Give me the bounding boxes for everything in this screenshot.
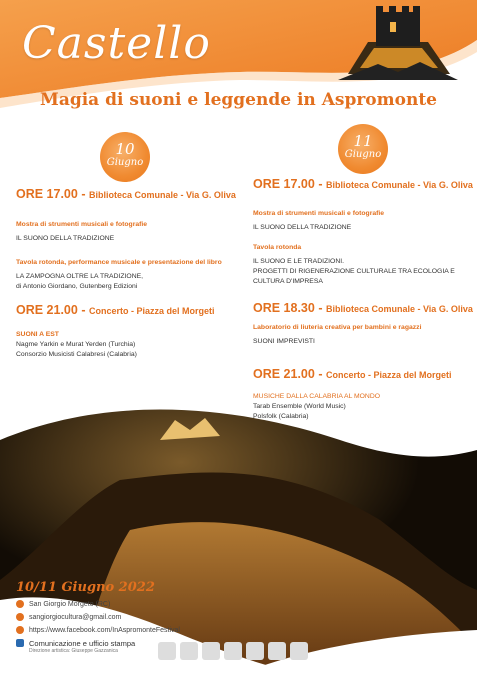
event-place: Concerto - Piazza del Morgeti xyxy=(88,306,215,316)
event-line: CULTURA D'IMPRESA xyxy=(253,278,323,285)
footer xyxy=(16,580,180,654)
event-place: Biblioteca Comunale - Via G. Oliva xyxy=(88,190,236,200)
day-badge-11 xyxy=(338,124,388,174)
facebook-link[interactable]: https://www.facebook.com/InAspromonteFestival xyxy=(29,626,180,634)
event-line: IL SUONO E LE TRADIZIONI. xyxy=(253,258,345,265)
event-time: ORE 17.00 xyxy=(16,187,78,201)
event-label: MUSICHE DALLA CALABRIA AL MONDO xyxy=(253,393,381,400)
location-icon xyxy=(16,600,24,608)
sponsor-logo xyxy=(158,642,176,660)
sponsor-logos xyxy=(158,642,308,660)
event-label: Tavola rotonda xyxy=(253,244,302,251)
footer-email[interactable] xyxy=(16,613,180,621)
event-date: 10/11 Giugno 2022 xyxy=(16,580,155,595)
page-title: Castello xyxy=(22,18,211,69)
sponsor-logo xyxy=(290,642,308,660)
event-place: Concerto - Piazza del Morgeti xyxy=(325,370,452,380)
footer-press xyxy=(16,639,180,654)
sponsor-logo xyxy=(224,642,242,660)
badge-month: Giugno xyxy=(106,157,144,168)
badge-day: 11 xyxy=(353,132,373,150)
event-label: Tavola rotonda, performance musicale e presentazione del libro xyxy=(16,259,222,266)
email-text[interactable]: sangiorgiocultura@gmail.com xyxy=(29,613,122,621)
event-line: di Antonio Giordano, Gutenberg Edizioni xyxy=(16,283,138,290)
page-subtitle: Magia di suoni e leggende in Aspromonte xyxy=(40,90,437,110)
event-label: Mostra di strumenti musicali e fotografie xyxy=(16,221,148,228)
event-line: Nagme Yarkin e Murat Yerden (Turchia) xyxy=(16,341,136,348)
event-time: ORE 21.00 xyxy=(253,367,315,381)
castle-logo xyxy=(338,2,458,82)
footer-location xyxy=(16,600,180,608)
day-badge-10 xyxy=(100,132,150,182)
sponsor-logo xyxy=(180,642,198,660)
sponsor-logo xyxy=(246,642,264,660)
event-line: Polsfolk (Calabria) xyxy=(253,413,309,420)
event-place: Biblioteca Comunale - Via G. Oliva xyxy=(325,304,473,314)
event-block: ORE 17.00 - Biblioteca Comunale - Via G. Oliva xyxy=(16,187,236,201)
press-logo-icon xyxy=(16,639,24,647)
badge-day: 10 xyxy=(115,140,135,158)
badge-month: Giugno xyxy=(344,149,382,160)
event-line: Tarab Ensemble (World Music) xyxy=(253,403,346,410)
event-line: IL SUONO DELLA TRADIZIONE xyxy=(16,235,115,242)
event-label: Laboratorio di liuteria creativa per bambini e ragazzi xyxy=(253,324,422,331)
sponsor-logo xyxy=(202,642,220,660)
footer-facebook[interactable] xyxy=(16,626,180,634)
event-line: Consorzio Musicisti Calabresi (Calabria) xyxy=(16,351,137,358)
press-label: Comunicazione e ufficio stampa xyxy=(29,639,136,648)
event-line: IL SUONO DELLA TRADIZIONE xyxy=(253,224,352,231)
facebook-icon xyxy=(16,626,24,634)
event-time: ORE 18.30 xyxy=(253,301,315,315)
event-place: Biblioteca Comunale - Via G. Oliva xyxy=(325,180,473,190)
event-time: ORE 17.00 xyxy=(253,177,315,191)
email-icon xyxy=(16,613,24,621)
event-label: SUONI A EST xyxy=(16,331,59,338)
location-text: San Giorgio Morgeto (RC) xyxy=(29,600,111,608)
event-time: ORE 21.00 xyxy=(16,303,78,317)
sponsor-logo xyxy=(268,642,286,660)
event-line: PROGETTI DI RIGENERAZIONE CULTURALE TRA ECOLOGIA E xyxy=(253,268,455,275)
event-line: SUONI IMPREVISTI xyxy=(253,338,315,345)
event-label: Mostra di strumenti musicali e fotografie xyxy=(253,210,385,217)
event-line: LA ZAMPOGNA OLTRE LA TRADIZIONE, xyxy=(16,273,144,280)
press-sub: Direzione artistica: Giuseppe Gazzanica xyxy=(29,648,118,654)
